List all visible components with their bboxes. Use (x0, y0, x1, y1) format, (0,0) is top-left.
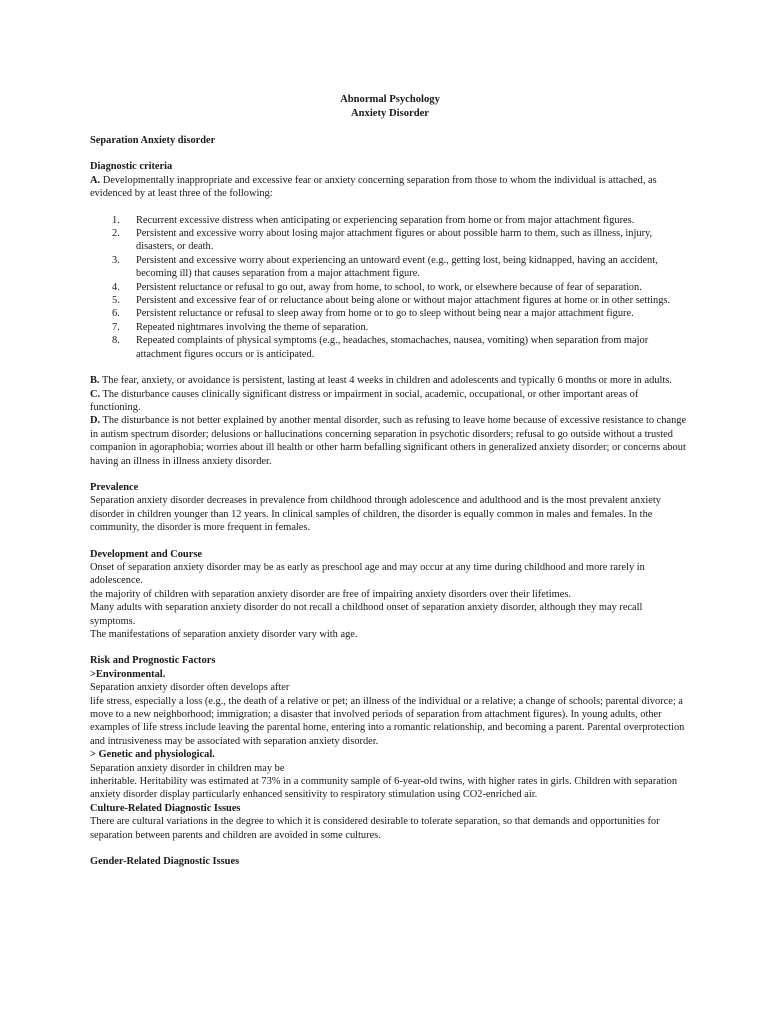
list-item-text: Persistent and excessive worry about losing major attachment figures or about possible harm to them, such as illness, injury, disasters, or death. (136, 228, 653, 253)
criterion-a (90, 174, 690, 201)
list-item (90, 334, 690, 361)
list-item-number: 6. (112, 308, 120, 320)
section-title: Separation Anxiety disorder (90, 135, 216, 146)
criterion-a-label: A. (90, 174, 101, 186)
culture-text: There are cultural variations in the degree to which it is considered desirable to tolerate separation, so that demands and opportunities for separation between parents and children are avoided in some cultures. (90, 816, 660, 841)
criterion-a-text: Developmentally inappropriate and excessive fear or anxiety concerning separation from those to whom the individual is attached, as evidenced by at least three of the following: (90, 174, 657, 200)
criterion-d-label: D. (90, 415, 101, 427)
list-item-text: Recurrent excessive distress when anticipating or experiencing separation from home or from major attachment figures. (136, 214, 635, 226)
list-item-number: 3. (112, 254, 120, 266)
genetic-paragraph: inheritable. Heritability was estimated at 73% in a community sample of 6-year-old twins, with higher rates in girls. Children with separation anxiety disorder display particularly enhanced sensitivity to respiratory stimulation using CO2-enriched air. (90, 776, 678, 801)
environmental-paragraph: life stress, especially a loss (e.g., the death of a relative or pet; an illness of the individual or a relative; a change of schools; parental divorce; a move to a new neighborhood; immigration; a disaster that involved periods of separation from attachment figures). In young adults, other examples of life stress include leaving the parental home, entering into a romantic relationship, and becoming a parent. Parental overprotection and intrusiveness may be associated with separation anxiety disorder. (90, 695, 685, 747)
list-item (90, 281, 690, 294)
list-item-number: 5. (112, 295, 120, 307)
diagnostic-criteria-heading: Diagnostic criteria (90, 161, 173, 173)
environmental-paragraph: Separation anxiety disorder often develops after (90, 682, 290, 694)
development-heading: Development and Course (90, 548, 202, 560)
gender-heading: Gender-Related Diagnostic Issues (90, 856, 240, 868)
criterion-b-text: The fear, anxiety, or avoidance is persistent, lasting at least 4 weeks in children and adolescents and typically 6 months or more in adults. (99, 375, 672, 387)
criterion-c (90, 388, 690, 415)
title-line-topic: Anxiety Disorder (351, 108, 429, 119)
prevalence-text: Separation anxiety disorder decreases in prevalence from childhood through adolescence and adulthood and is the most prevalent anxiety disorder in children younger than 12 years. In clinical samples of children, the disorder is equally common in males and females. In the community, the disorder is more frequent in females. (90, 495, 662, 534)
development-paragraph: Many adults with separation anxiety disorder do not recall a childhood onset of separation anxiety disorder, although they may recall symptoms. (90, 602, 643, 627)
list-item (90, 321, 690, 334)
criterion-b (90, 374, 690, 387)
list-item (90, 307, 690, 320)
list-item-number: 2. (112, 228, 120, 240)
list-item-text: Repeated nightmares involving the theme of separation. (136, 321, 369, 333)
list-item-text: Persistent and excessive worry about experiencing an untoward event (e.g., getting lost, being kidnapped, having an accident, becoming ill) that causes separation from a major attachment figure. (136, 254, 658, 280)
list-item-number: 7. (112, 321, 120, 333)
list-item-text: Persistent reluctance or refusal to go out, away from home, to school, to work, or elsewhere because of fear of separation. (136, 281, 642, 293)
list-item-number: 8. (112, 335, 120, 347)
criterion-d (90, 414, 690, 468)
environmental-heading: >Environmental. (90, 668, 166, 680)
list-item (90, 254, 690, 281)
culture-heading: Culture-Related Diagnostic Issues (90, 802, 241, 814)
document-title (90, 93, 690, 121)
title-line-course: Abnormal Psychology (340, 94, 440, 105)
list-item (90, 227, 690, 254)
list-item-number: 1. (112, 214, 120, 226)
genetic-paragraph: Separation anxiety disorder in children may be (90, 762, 285, 774)
document-body (90, 93, 690, 869)
criterion-c-label: C. (90, 388, 101, 400)
criterion-d-text: The disturbance is not better explained by another mental disorder, such as refusing to leave home because of excessive resistance to change in autism spectrum disorder; delusions or hallucinations concerning separation in psychotic disorders; refusal to go outside without a trusted companion in agoraphobia; worries about ill health or other harm befalling significant others in generalized anxiety disorder; or concerns about having an illness in illness anxiety disorder. (90, 415, 687, 467)
development-paragraph: The manifestations of separation anxiety disorder vary with age. (90, 629, 358, 640)
criterion-b-label: B. (90, 375, 100, 387)
list-item (90, 294, 690, 307)
list-item-text: Persistent and excessive fear of or reluctance about being alone or without major attachment figures at home or in other settings. (136, 295, 671, 307)
list-item (90, 214, 690, 227)
list-item-text: Persistent reluctance or refusal to sleep away from home or to go to sleep without being near a major attachment figure. (136, 308, 634, 320)
prevalence-heading: Prevalence (90, 481, 139, 493)
development-paragraph: Onset of separation anxiety disorder may be as early as preschool age and may occur at any time during childhood and more rarely in adolescence. (90, 561, 645, 587)
list-item-text: Repeated complaints of physical symptoms (e.g., headaches, stomachaches, nausea, vomiting) when separation from major attachment figures occurs or is anticipated. (136, 335, 649, 360)
risk-heading: Risk and Prognostic Factors (90, 655, 216, 667)
genetic-heading: > Genetic and physiological. (90, 749, 215, 761)
list-item-number: 4. (112, 281, 120, 293)
development-paragraph: the majority of children with separation anxiety disorder are free of impairing anxiety disorders over their lifetimes. (90, 588, 571, 600)
criterion-c-text: The disturbance causes clinically significant distress or impairment in social, academic, occupational, or other important areas of functioning. (90, 388, 639, 413)
criteria-list (90, 214, 690, 361)
